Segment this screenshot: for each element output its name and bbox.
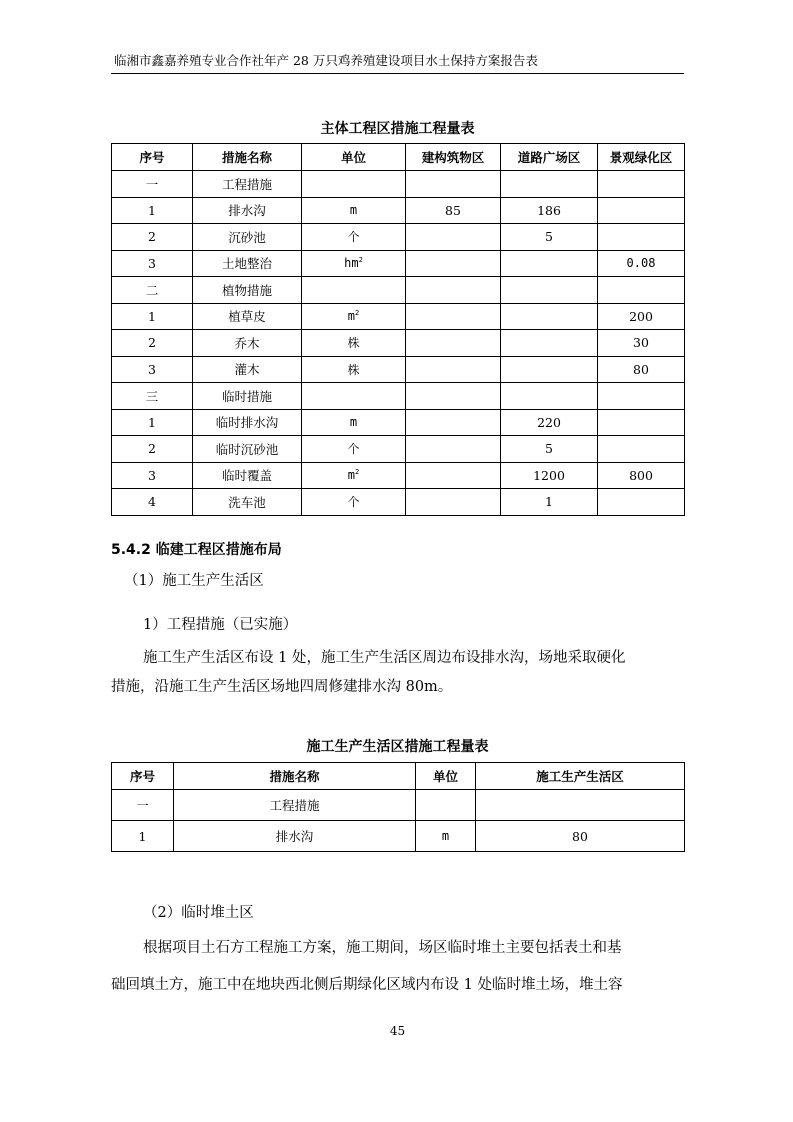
landscape-green-value [598,489,685,516]
unit-text: hm [344,256,359,271]
unit-text: 个 [347,230,360,245]
road-plaza-value: 1200 [501,462,598,489]
row-number: 一 [112,790,174,821]
building-area-value [406,303,501,330]
table2-title: 施工生产生活区措施工程量表 [306,739,489,755]
unit-text: m [347,309,355,324]
subsection-2: （2）临时堆土区 [143,905,254,921]
road-plaza-value [501,277,598,304]
subsection-1: （1）施工生产生活区 [124,573,264,589]
measure-name: 临时排水沟 [193,409,302,436]
paragraph-line: 础回填土方，施工中在地块西北侧后期绿化区域内布设 1 处临时堆土场，堆土容 [111,977,623,993]
construction-living-table [111,762,685,852]
unit-superscript: 2 [358,256,363,265]
paragraph-line: 根据项目土石方工程施工方案，施工期间，场区临时堆土主要包括表土和基 [143,940,622,956]
road-plaza-value: 186 [501,197,598,224]
measure-name: 洗车池 [193,489,302,516]
building-area-value [406,356,501,383]
building-area-value: 85 [406,197,501,224]
table-row [112,303,685,330]
table-row [112,277,685,304]
row-number: 3 [112,462,193,489]
table1-col-header: 景观绿化区 [598,144,685,171]
road-plaza-value [501,250,598,277]
subsection-1-1: 1）工程措施（已实施） [143,617,298,633]
unit-text: 株 [347,362,360,377]
landscape-green-value: 80 [598,356,685,383]
road-plaza-value [501,330,598,357]
header-rule [111,73,684,74]
table-row [112,489,685,516]
unit-cell [302,462,406,489]
unit-cell [302,489,406,516]
landscape-green-value: 0.08 [598,250,685,277]
table1-col-header: 单位 [302,144,406,171]
building-area-value [406,489,501,516]
row-number: 3 [112,356,193,383]
building-area-value [406,462,501,489]
landscape-green-value [598,224,685,251]
landscape-green-value: 200 [598,303,685,330]
table2-header-row [112,763,685,790]
unit-cell [302,303,406,330]
unit-cell [302,409,406,436]
row-number: 2 [112,330,193,357]
building-area-value [406,409,501,436]
road-plaza-value [501,383,598,410]
table1-header-row [112,144,685,171]
paragraph-line: 施工生产生活区布设 1 处，施工生产生活区周边布设排水沟，场地采取硬化 [143,650,626,666]
table-row [112,383,685,410]
measure-name: 工程措施 [174,790,416,821]
unit-cell [302,383,406,410]
row-number: 2 [112,436,193,463]
table-row [112,171,685,198]
building-area-value [406,330,501,357]
unit-text: 株 [347,336,360,351]
table-row [112,409,685,436]
road-plaza-value [501,171,598,198]
road-plaza-value [501,356,598,383]
unit-cell: m [416,821,476,852]
measure-name: 植物措施 [193,277,302,304]
measure-name: 植草皮 [193,303,302,330]
table2-col-header: 施工生产生活区 [476,763,685,790]
unit-cell [302,330,406,357]
main-works-table [111,143,685,516]
row-number: 2 [112,224,193,251]
unit-cell [302,250,406,277]
unit-cell [302,277,406,304]
row-number: 三 [112,383,193,410]
row-number: 1 [112,409,193,436]
paragraph-line: 措施，沿施工生产生活区场地四周修建排水沟 80m。 [111,679,453,695]
table1-col-header: 序号 [112,144,193,171]
landscape-green-value [598,171,685,198]
table2-col-header: 单位 [416,763,476,790]
measure-name: 灌木 [193,356,302,383]
unit-text: 个 [347,442,360,457]
building-area-value [406,436,501,463]
unit-superscript: 2 [355,309,360,318]
road-plaza-value [501,303,598,330]
construction-area-value: 80 [476,821,685,852]
row-number: 1 [112,821,174,852]
measure-name: 排水沟 [193,197,302,224]
unit-cell [416,790,476,821]
unit-cell [302,197,406,224]
row-number: 1 [112,197,193,224]
landscape-green-value [598,197,685,224]
table-row [112,790,685,821]
table-row [112,356,685,383]
measure-name: 土地整治 [193,250,302,277]
table-row [112,250,685,277]
page-number: 45 [389,1024,406,1038]
road-plaza-value: 220 [501,409,598,436]
unit-cell [302,356,406,383]
landscape-green-value [598,436,685,463]
road-plaza-value: 5 [501,224,598,251]
measure-name: 排水沟 [174,821,416,852]
measure-name: 临时措施 [193,383,302,410]
unit-text: 个 [347,495,360,510]
row-number: 4 [112,489,193,516]
unit-cell [302,171,406,198]
landscape-green-value [598,383,685,410]
row-number: 二 [112,277,193,304]
row-number: 一 [112,171,193,198]
unit-cell [302,224,406,251]
measure-name: 工程措施 [193,171,302,198]
table2-col-header: 措施名称 [174,763,416,790]
landscape-green-value: 30 [598,330,685,357]
row-number: 1 [112,303,193,330]
table-row [112,821,685,852]
road-plaza-value: 1 [501,489,598,516]
unit-superscript: 2 [355,468,360,477]
table2-col-header: 序号 [112,763,174,790]
table-row [112,224,685,251]
table1-col-header: 建构筑物区 [406,144,501,171]
landscape-green-value: 800 [598,462,685,489]
running-header: 临湘市鑫嘉养殖专业合作社年产 28 万只鸡养殖建设项目水土保持方案报告表 [114,53,538,68]
section-heading: 5.4.2 临建工程区措施布局 [111,542,282,558]
measure-name: 临时覆盖 [193,462,302,489]
unit-cell [302,436,406,463]
building-area-value [406,383,501,410]
building-area-value [406,171,501,198]
measure-name: 临时沉砂池 [193,436,302,463]
road-plaza-value: 5 [501,436,598,463]
table1-col-header: 道路广场区 [501,144,598,171]
unit-text: m [347,468,355,483]
table-row [112,436,685,463]
unit-text: m [349,415,358,430]
table1-col-header: 措施名称 [193,144,302,171]
building-area-value [406,277,501,304]
building-area-value [406,224,501,251]
building-area-value [406,250,501,277]
measure-name: 沉砂池 [193,224,302,251]
landscape-green-value [598,277,685,304]
unit-text: m [349,203,358,218]
measure-name: 乔木 [193,330,302,357]
construction-area-value [476,790,685,821]
table-row [112,330,685,357]
row-number: 3 [112,250,193,277]
landscape-green-value [598,409,685,436]
table-row [112,462,685,489]
table1-title: 主体工程区措施工程量表 [320,121,475,137]
table-row [112,197,685,224]
